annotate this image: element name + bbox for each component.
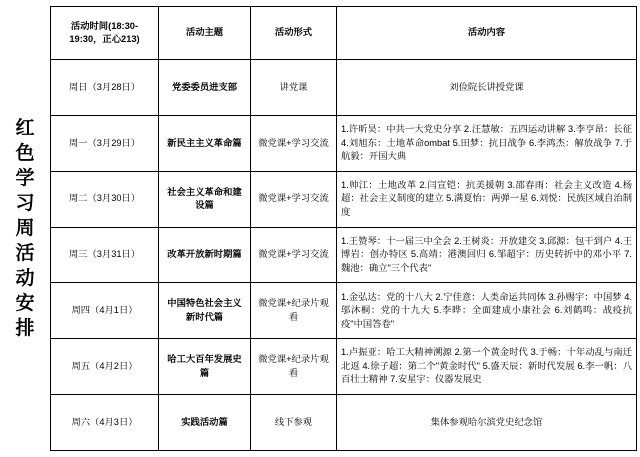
table-row xyxy=(51,115,637,171)
table-row xyxy=(51,227,637,283)
table-row xyxy=(51,171,637,227)
table-row xyxy=(51,283,637,339)
cell-topic: 改革开放新时期篇 xyxy=(159,227,251,283)
cell-time: 周三（3月31日） xyxy=(51,227,159,283)
cell-content: 1.金弘达：党的十八大 2.宁佳意：人类命运共同体 3.孙赐宇：中国梦 4.邬沐桐：党的十九大 5.李晔：全面建成小康社会 6.刘鹤鸣：战疫抗疫"中国答卷" xyxy=(337,283,637,339)
cell-content: 1.帅江：土地改革 2.闫宣铠：抗美援朝 3.邵春雨：社会主义改造 4.杨超：社会主义制度的建立 5.满夏怡：两弹一星 6.刘悦：民族区域自治制度 xyxy=(337,171,637,227)
cell-topic: 实践活动篇 xyxy=(159,395,251,451)
cell-topic: 社会主义革命和建设篇 xyxy=(159,171,251,227)
table-row xyxy=(51,60,637,116)
cell-content: 1.卢振亚：哈工大精神溯源 2.第一个黄金时代 3.于畅：十年动乱与南迁北返 4.徐子超：第二个"黄金时代" 5.盛天辰：新时代发展 6.李一帆：八百壮士精神 7.安星宇：仪器发展史 xyxy=(337,339,637,395)
cell-form: 微党课+学习交流 xyxy=(251,171,337,227)
header-cell-time: 活动时间(18:30-19:30，正心213) xyxy=(51,7,159,60)
table-row xyxy=(51,395,637,451)
cell-topic: 哈工大百年发展史篇 xyxy=(159,339,251,395)
cell-time: 周六（4月3日） xyxy=(51,395,159,451)
cell-content: 集体参观哈尔滨党史纪念馆 xyxy=(337,395,637,451)
header-cell-content: 活动内容 xyxy=(337,7,637,60)
cell-form: 微党课+纪录片观看 xyxy=(251,283,337,339)
cell-topic: 中国特色社会主义新时代篇 xyxy=(159,283,251,339)
table-header xyxy=(51,7,637,60)
side-vertical-title-text: 红色学习周活动安排 xyxy=(15,117,35,340)
table-header-row xyxy=(51,7,637,60)
header-cell-topic: 活动主题 xyxy=(159,7,251,60)
cell-time: 周四（4月1日） xyxy=(51,283,159,339)
cell-form: 微党课+学习交流 xyxy=(251,115,337,171)
cell-form: 微党课+纪录片观看 xyxy=(251,339,337,395)
cell-topic: 新民主主义革命篇 xyxy=(159,115,251,171)
cell-content: 1.许昕昊：中共一大党史分享 2.汪慧敏：五四运动讲解 3.李亨昂：长征4.刘旭东：土地革命ombat 5.田梦：抗日战争 6.李鸿杰：解放战争 7.于航毅：开国大典 xyxy=(337,115,637,171)
cell-form: 线下参观 xyxy=(251,395,337,451)
schedule-table xyxy=(50,6,637,451)
cell-time: 周一（3月29日） xyxy=(51,115,159,171)
cell-form: 讲党课 xyxy=(251,60,337,116)
table-row xyxy=(51,339,637,395)
cell-time: 周日（3月28日） xyxy=(51,60,159,116)
side-vertical-title xyxy=(0,0,50,457)
cell-content: 1.王赞琴：十一届三中全会 2.王树炎：开放建交 3.邱源：包干到户 4.王博岩：创办特区 5.高靖：港澳回归 6.邹超宇：历史转折中的邓小平 7.魏池：确立"三个代表" xyxy=(337,227,637,283)
table-body xyxy=(51,60,637,451)
cell-topic: 党委委员进支部 xyxy=(159,60,251,116)
cell-form: 微党课+学习交流 xyxy=(251,227,337,283)
cell-content: 刘俭院长讲授党课 xyxy=(337,60,637,116)
cell-time: 周五（4月2日） xyxy=(51,339,159,395)
cell-time: 周二（3月30日） xyxy=(51,171,159,227)
header-cell-form: 活动形式 xyxy=(251,7,337,60)
